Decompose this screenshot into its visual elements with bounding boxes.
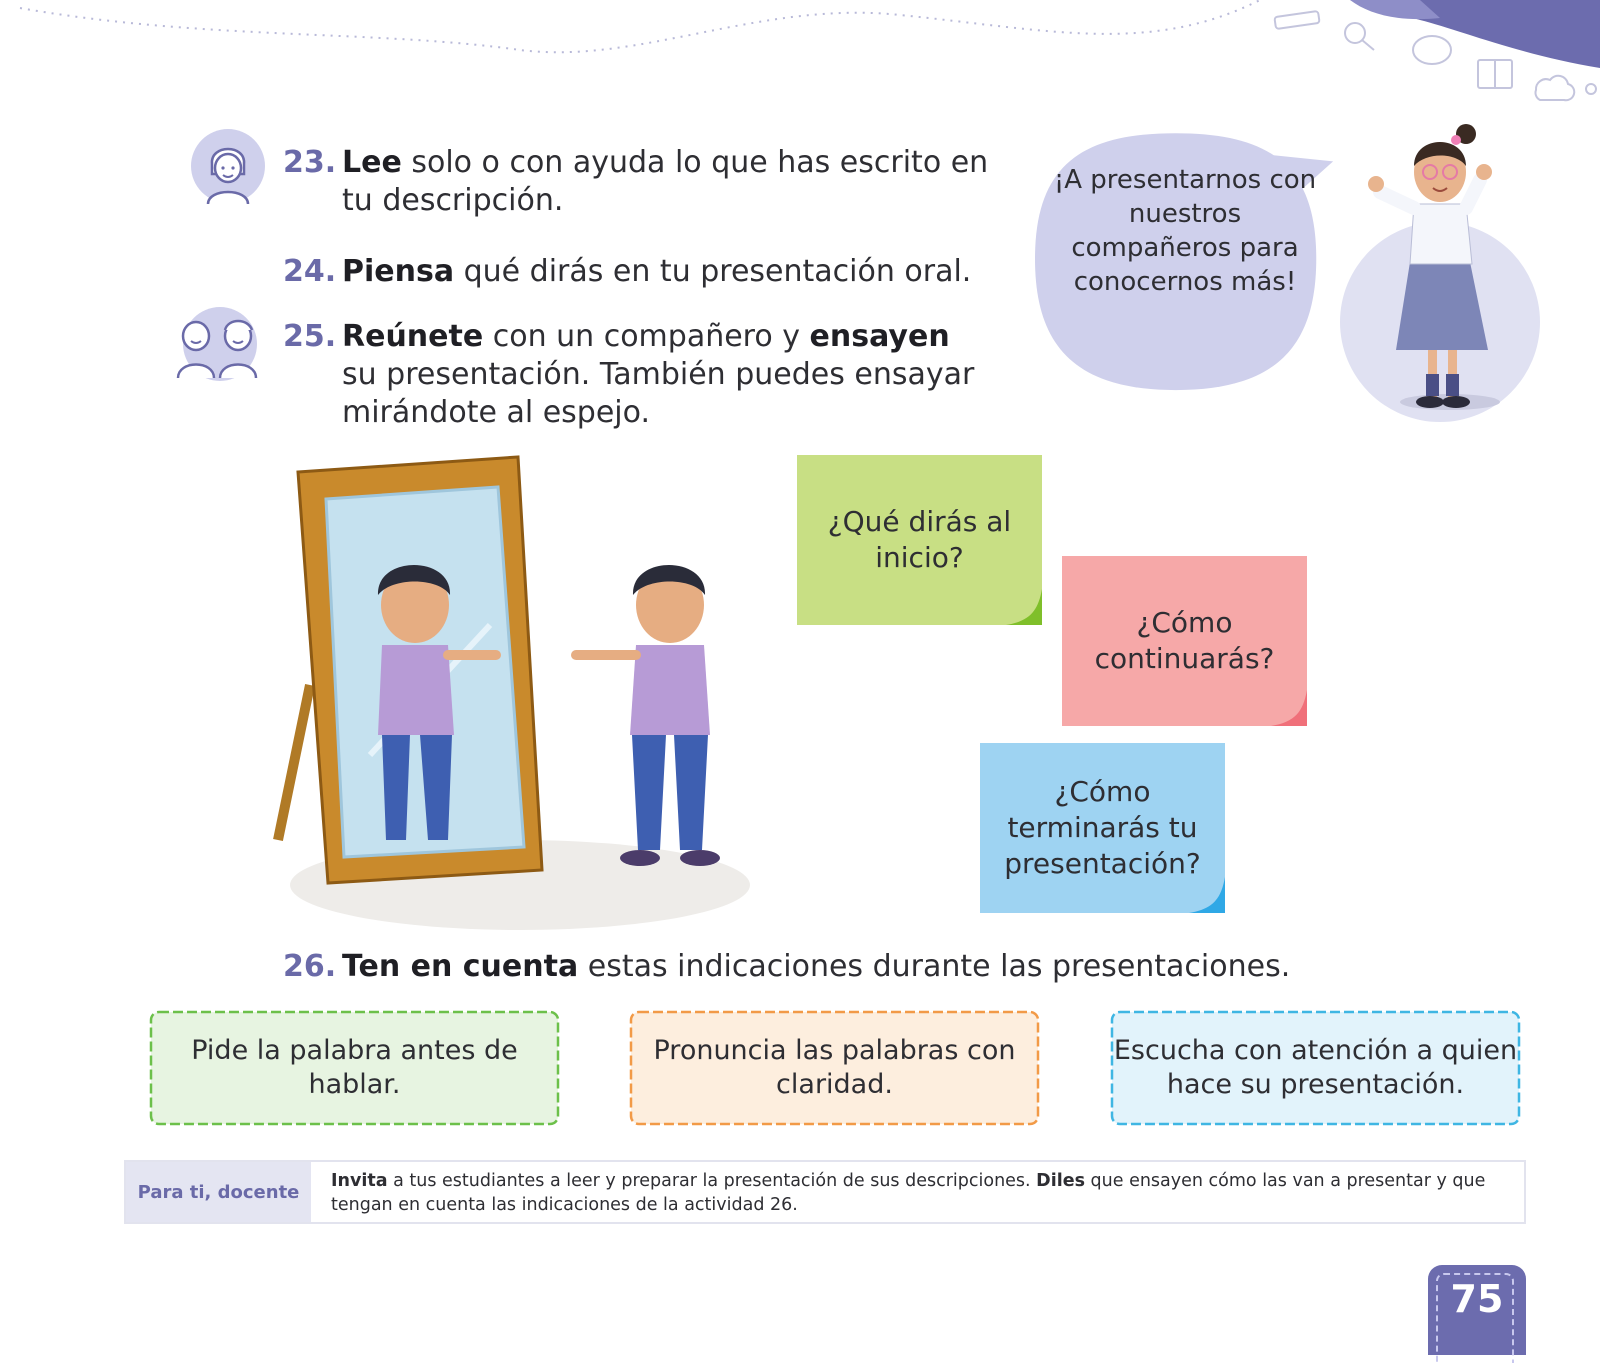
activity-verb: Piensa bbox=[342, 254, 455, 289]
activity-text-line2: su presentación. También puedes ensayar bbox=[342, 357, 975, 392]
activity-verb: Reúnete bbox=[342, 319, 484, 354]
sticky-note-text: ¿Cómo terminarás tu presentación? bbox=[1004, 775, 1201, 880]
activity-number: 23. bbox=[283, 145, 337, 180]
activity-number: 24. bbox=[283, 254, 337, 289]
teacher-note-text bbox=[331, 1169, 1511, 1217]
header-decoration bbox=[0, 0, 1600, 120]
activity-number: 26. bbox=[283, 949, 337, 984]
page-fold-icon bbox=[1006, 589, 1042, 625]
activity-text-line3: mirándote al espejo. bbox=[342, 395, 650, 430]
sticky-note-text: ¿Qué dirás al inicio? bbox=[827, 505, 1012, 574]
activity-text bbox=[342, 144, 988, 220]
mirror-illustration bbox=[270, 455, 770, 945]
tip-text: Pide la palabra antes de hablar. bbox=[191, 1035, 518, 1100]
activity-verb-2: ensayen bbox=[809, 319, 950, 354]
tip-text: Escucha con atención a quien hace su presentación. bbox=[1113, 1035, 1518, 1100]
activity-text-line1: solo o con ayuda lo que has escrito en bbox=[401, 145, 989, 180]
activity-text bbox=[342, 253, 971, 291]
sticky-note-continuar bbox=[1062, 556, 1307, 726]
girl-illustration bbox=[1330, 112, 1540, 432]
sticky-note-terminar bbox=[980, 743, 1225, 913]
tip-text: Pronuncia las palabras con claridad. bbox=[653, 1035, 1016, 1100]
teacher-note-verb-2: Diles bbox=[1036, 1171, 1085, 1191]
pair-students-icon bbox=[172, 306, 268, 382]
activity-text-line2: tu descripción. bbox=[342, 183, 564, 218]
sticky-note-inicio bbox=[797, 455, 1042, 625]
activity-text bbox=[342, 948, 1290, 986]
page-fold-icon bbox=[1189, 877, 1225, 913]
activity-text-mid: con un compañero y bbox=[483, 319, 810, 354]
activity-number: 25. bbox=[283, 319, 337, 354]
teacher-note bbox=[124, 1160, 1526, 1224]
teacher-note-part-1: a tus estudiantes a leer y preparar la presentación de sus descripciones. bbox=[387, 1171, 1037, 1191]
teacher-note-label: Para ti, docente bbox=[126, 1162, 311, 1222]
tip-card-pide-palabra bbox=[147, 1008, 562, 1128]
activity-text-line1: qué dirás en tu presentación oral. bbox=[454, 254, 972, 289]
page-number: 75 bbox=[1450, 1277, 1504, 1321]
teacher-note-verb-1: Invita bbox=[331, 1171, 388, 1191]
student-icon bbox=[190, 128, 266, 204]
activity-verb: Lee bbox=[342, 145, 402, 180]
activity-verb: Ten en cuenta bbox=[342, 949, 579, 984]
activity-text bbox=[342, 318, 974, 432]
tip-card-pronuncia bbox=[627, 1008, 1042, 1128]
sticky-note-text: ¿Cómo continuarás? bbox=[1094, 606, 1275, 675]
tip-card-escucha bbox=[1108, 1008, 1523, 1128]
activity-text-line1: estas indicaciones durante las presentaciones. bbox=[578, 949, 1291, 984]
speech-bubble-text: ¡A presentarnos con nuestros compañeros para conocernos más! bbox=[1053, 165, 1317, 297]
page-fold-icon bbox=[1271, 690, 1307, 726]
page-number-tab bbox=[1428, 1265, 1526, 1355]
teacher-note-part-2: que ensayen cómo las van a presentar y que tengan en cuenta las indicaciones de la actividad 26. bbox=[331, 1171, 1486, 1215]
